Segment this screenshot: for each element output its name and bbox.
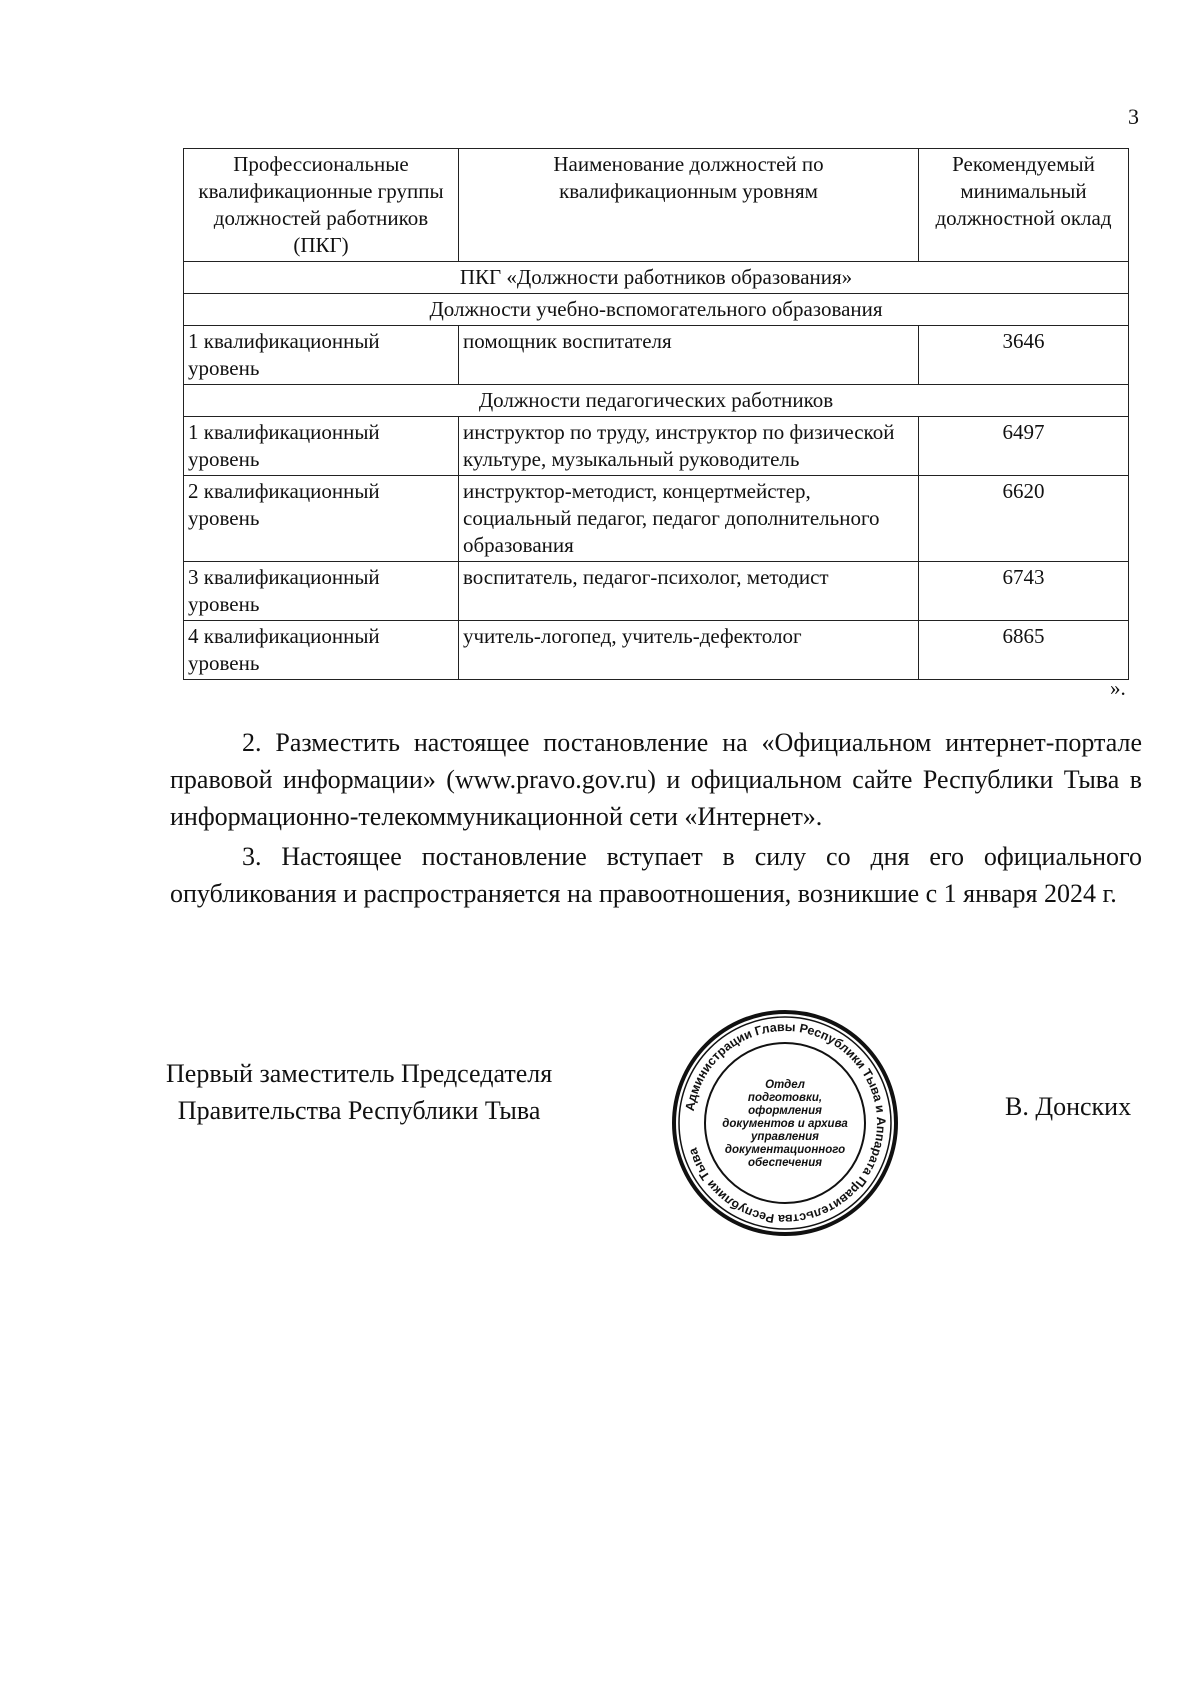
stamp-center-line: документов и архива [722,1118,848,1130]
stamp-center-line: документационного [724,1144,846,1156]
stamp-center-line: управления [751,1131,819,1143]
stamp-center-line: оформления [748,1105,822,1117]
table-row [184,326,1129,385]
signature-title-line-2: Правительства Республики Тыва [177,1096,541,1125]
qualification-level: 1 квалификационный уровень [184,326,459,385]
table-row [184,562,1129,621]
stamp-center-line: подготовки, [747,1092,823,1104]
paragraph-2: 2. Разместить настоящее постановление на «Официальном интернет-портале правовой информации» (www.pravo.gov.ru) и официальном сайте Республики Тыва в информационно-телекоммуникационной сети «Интернет». [170,728,1142,831]
signer-name: В. Донских [1005,1092,1132,1121]
salary-cell: 6743 [919,562,1129,621]
group-title-row [184,385,1129,417]
salary-table-container [183,148,1128,680]
salary-cell: 6497 [919,417,1129,476]
positions-cell: инструктор-методист, концертмейстер, социальный педагог, педагог дополнительного образования [459,476,919,562]
group-title-row [184,294,1129,326]
header-pkg: Профессиональные квалификационные группы должностей работников (ПКГ) [184,149,459,262]
salary-table [183,148,1129,680]
pkg-title-row [184,262,1129,294]
stamp-center-line: обеспечения [747,1157,823,1169]
pkg-title: ПКГ «Должности работников образования» [184,262,1129,294]
group-title: Должности учебно-вспомогательного образования [184,294,1129,326]
stamp-center-line: Отдел [765,1079,805,1091]
qualification-level: 1 квалификационный уровень [184,417,459,476]
closing-quote: ». [1110,676,1126,700]
positions-cell: инструктор по труду, инструктор по физической культуре, музыкальный руководитель [459,417,919,476]
salary-cell: 6865 [919,621,1129,680]
table-row [184,621,1129,680]
salary-cell: 6620 [919,476,1129,562]
qualification-level: 3 квалификационный уровень [184,562,459,621]
page-number: 3 [1128,104,1139,129]
qualification-level: 2 квалификационный уровень [184,476,459,562]
group-title: Должности педагогических работников [184,385,1129,417]
positions-cell: помощник воспитателя [459,326,919,385]
paragraph-3: 3. Настоящее постановление вступает в силу со дня его официального опубликования и распространяется на правоотношения, возникшие с 1 января 2024 г. [170,842,1142,908]
qualification-level: 4 квалификационный уровень [184,621,459,680]
table-row [184,476,1129,562]
signature-title [166,1055,552,1129]
positions-cell: учитель-логопед, учитель-дефектолог [459,621,919,680]
stamp-center-text [722,1079,848,1169]
header-salary: Рекомендуемый минимальный должностной оклад [919,149,1129,262]
signature-title-line-1: Первый заместитель Председателя [166,1059,553,1088]
positions-cell: воспитатель, педагог-психолог, методист [459,562,919,621]
salary-cell: 3646 [919,326,1129,385]
table-row [184,417,1129,476]
header-positions: Наименование должностей по квалификационным уровням [459,149,919,262]
official-stamp [670,1008,900,1238]
stamp-ring-text: Администрации Главы Республики Тыва и Аппарата Правительства Республики Тыва [682,1019,889,1227]
table-header-row [184,149,1129,262]
